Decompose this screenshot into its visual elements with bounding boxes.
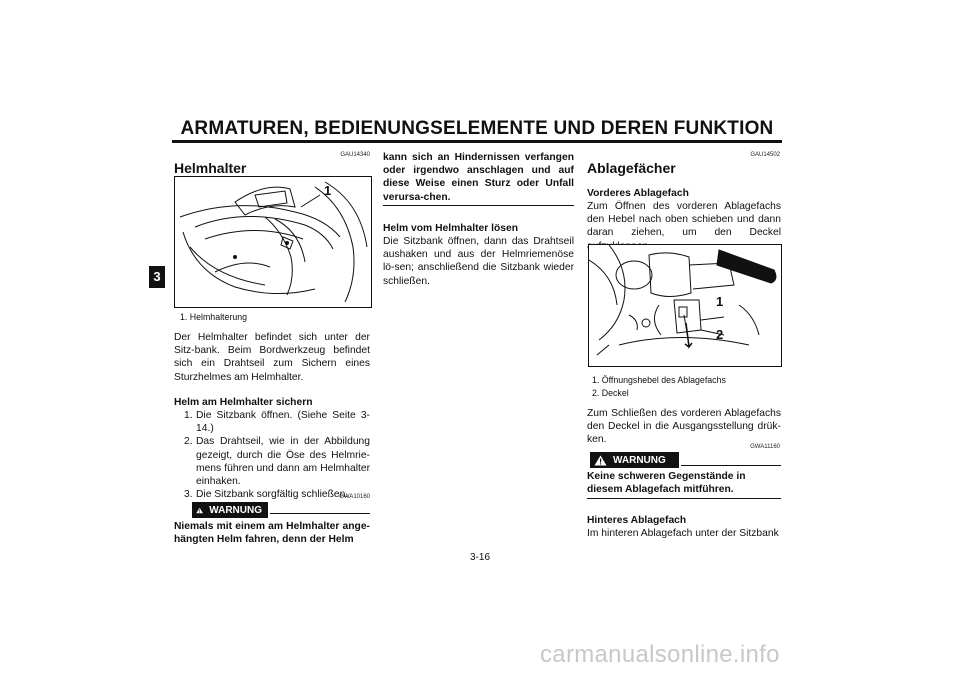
section-code: GAU14340 (340, 152, 370, 158)
steps-list (174, 409, 370, 501)
figure-caption: 2. Deckel (592, 388, 629, 398)
warning-badge: WARNUNG (192, 502, 268, 518)
list-item: 2. Das Drahtseil, wie in der Abbildung gezeigt, durch die Öse des Helmrie-mens führen und dann am Helmhalter einhaken. (184, 436, 370, 488)
helmet-holder-illustration (174, 176, 372, 308)
warning-rule (681, 465, 781, 466)
title-rule (172, 140, 782, 143)
section-code: GAU14502 (750, 152, 780, 158)
storage-compartment-illustration (588, 244, 782, 367)
callout-2: 2 (716, 327, 724, 342)
vorderes-ablagefach-text: Zum Öffnen des vorderen Ablagefachs den Hebel nach oben schieben und dann daran ziehen, um den Deckel (587, 201, 781, 239)
subheading-helm-sichern: Helm am Helmhalter sichern (174, 397, 313, 408)
page-number: 3-16 (469, 552, 490, 563)
subheading-helm-loesen: Helm vom Helmhalter lösen (383, 223, 519, 234)
section-heading-ablagefaecher: Ablagefächer (587, 160, 676, 176)
warning-code: GWA11160 (750, 444, 780, 450)
chapter-tab: 3 (149, 266, 165, 288)
helmhalter-description: Der Helmhalter befindet sich unter der Sitz-bank. Beim Bordwerkzeug befindet sich ein Drahtseil zum Sichern eines Sturzhelmes am Helmhalter. (174, 332, 370, 383)
callout-1: 1 (324, 183, 332, 198)
warning-code: GWA10160 (339, 494, 370, 500)
warning-end-rule (383, 205, 574, 206)
warning-text: Niemals mit einem am Helmhalter ange-hängten Helm fahren, denn der Helm (174, 521, 370, 546)
vorderes-ablagefach-schliessen-text: Zum Schließen des vorderen Ablagefachs den Deckel in die Ausgangsstellung drük-ken. (587, 408, 781, 446)
warning-badge: WARNUNG (590, 452, 679, 468)
warning-end-rule (587, 498, 781, 499)
figure-caption: 1. Öffnungshebel des Ablagefachs (592, 375, 726, 385)
storage-compartment-drawing (589, 245, 781, 366)
warning-triangle-icon (196, 505, 203, 516)
warning-text: Keine schweren Gegenstände in diesem Ablagefach mitführen. (587, 471, 746, 496)
helmet-holder-drawing (175, 177, 371, 307)
subheading-vorderes-ablagefach: Vorderes Ablagefach (587, 188, 689, 199)
list-item: 1. Die Sitzbank öffnen. (Siehe Seite 3-14.) (184, 410, 370, 435)
list-item: 3. Die Sitzbank sorgfältig schließen. (184, 489, 349, 501)
watermark: carmanualsonline.info (540, 641, 780, 668)
section-heading-helmhalter: Helmhalter (174, 160, 247, 176)
figure-caption: 1. Helmhalterung (180, 312, 247, 322)
helm-loesen-text: Die Sitzbank öffnen, dann das Drahtseil aushaken und aus der Helmriemenöse lö-sen; anschließend die Sitzbank wieder schließen. (383, 236, 574, 287)
callout-1: 1 (716, 294, 724, 309)
page-title: ARMATUREN, BEDIENUNGSELEMENTE UND DEREN FUNKTION (180, 118, 774, 139)
warning-text-continued: kann sich an Hindernissen verfangen oder irgendwo anschlagen und auf diese Weise einen Sturz oder Unfall verursa-chen. (383, 152, 574, 203)
subheading-hinteres-ablagefach: Hinteres Ablagefach (587, 515, 687, 526)
warning-rule (270, 513, 370, 514)
warning-triangle-icon (594, 455, 607, 466)
hinteres-ablagefach-text: Im hinteren Ablagefach unter der Sitzbank (587, 528, 779, 539)
